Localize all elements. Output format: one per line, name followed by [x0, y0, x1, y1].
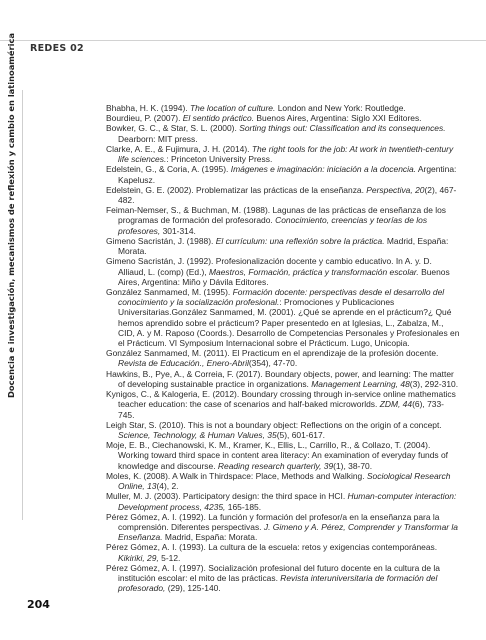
side-divider [22, 90, 23, 520]
reference-entry [106, 185, 460, 205]
reference-details: : Promociones y Publicaciones Universitarias.González Sanmamed, M. (2001). ¿Qué se aprende en el prácticum?¿ Qué hemos aprendido sobre el prácticum? Paper presentedo en at Iglesias, L., Zabalza, M., CID, A. y M. Raposo (Coords.). Desarrollo de Competencias Personales y Profesionales en el Prácticum. VI Symposium Internacional sobre el Prácticum. Lugo, Unicopia. [118, 297, 460, 349]
reference-entry [106, 440, 460, 471]
reference-text: Bhabha, H. K. (1994). [106, 103, 190, 113]
reference-details: (1), 38-70. [333, 460, 373, 471]
reference-entry [106, 236, 460, 256]
reference-title: Reading research quarterly, 39 [217, 460, 334, 471]
reference-details: London and New York: Routledge. [275, 103, 406, 113]
reference-text: Pérez Gómez, A. I. (1993). La cultura de la escuela: retos y exigencias contemporáneas. [106, 542, 438, 553]
vertical-section-title: Docencia e investigación, mecanismos de reflexión y cambio en latinoamérica [6, 32, 16, 398]
reference-entry [106, 491, 460, 511]
reference-text: Hawkins, B., Pye, A., & Correia, F. (2017). Boundary objects, power, and learning: The matter of developing sustainable practice in organizations. [106, 368, 454, 389]
reference-text: Edelstein, G. E. (2002). Problematizar las prácticas de la enseñanza. [106, 184, 367, 195]
reference-text: Moles, K. (2008). A Walk in Thirdspace: Place, Methods and Walking. [106, 470, 367, 481]
reference-entry [106, 471, 460, 491]
reference-title: Management Learning, 48 [311, 378, 410, 389]
reference-text: González Sanmamed, M. (1995). [106, 286, 233, 297]
reference-details: (5), 601-617. [276, 430, 325, 440]
reference-details: (4), 2. [156, 481, 179, 492]
reference-text: Feiman-Nemser, S., & Buchman, M. (1988). Lagunas de las prácticas de enseñanza de los programas de formación del profesorado. [106, 205, 447, 226]
reference-title: Sociological Research Online, 13 [118, 470, 451, 492]
reference-details: 301-314. [160, 225, 196, 236]
reference-entry [106, 542, 460, 562]
reference-title: Human-computer interaction: Development process, 4235, [118, 491, 457, 512]
reference-text: Gimeno Sacristán, J. (1988). [106, 235, 216, 246]
page-header [0, 40, 486, 69]
reference-entry [106, 256, 460, 287]
reference-text: Pérez Gómez, A. I. (1992). La función y formación del profesor/a en la enseñanza para la comprensión. Diferentes perspectivas. [106, 511, 440, 532]
reference-entry [106, 205, 460, 236]
reference-title: Perspectiva, 20 [366, 184, 425, 195]
reference-text: Bourdieu, P. (2007). [106, 113, 183, 124]
reference-title: The right tools for the job: At work in twentieth-century life sciences. [118, 143, 454, 165]
reference-entry [106, 512, 460, 543]
reference-title: Formación docente: perspectivas desde el desarrollo del conocimiento y la socialización profesional. [118, 286, 445, 308]
reference-title: Science, Technology, & Human Values, 35 [118, 430, 277, 440]
reference-text: Moje, E. B., Ciechanowski, K. M., Kramer, K., Ellis, L., Carrillo, R., & Collazo, T. (2004). Working toward third space in content area literacy: An examination of everyday funds of knowledge and discourse. [106, 440, 449, 471]
reference-details: Madrid, España: Morata. [162, 532, 258, 543]
reference-text: Clarke, A. E., & Fujimura, J. H. (2014). [106, 143, 252, 154]
reference-text: Gimeno Sacristán, J. (1992). Profesionalización docente y cambio educativo. In A. y. D. Alliaud, L. (comp) (Ed.), [106, 256, 432, 277]
reference-text: Kynigos, C., & Kalogeria, E. (2012). Boundary crossing through in-service online mathematics teacher education: the case of scenarios and half-baked microworlds. [106, 389, 456, 410]
reference-details: (29), 125-140. [165, 583, 221, 594]
reference-details: Dearborn: MIT press. [118, 133, 198, 144]
reference-details: Madrid, España: Morata. [118, 235, 449, 257]
reference-entry [106, 369, 460, 389]
reference-entry [106, 113, 460, 123]
reference-title: El sentido práctico. [182, 113, 255, 124]
reference-details: (2), 467-482. [118, 184, 457, 205]
reference-entry [106, 144, 460, 164]
reference-text: Muller, M. J. (2003). Participatory design: the third space in HCI. [106, 491, 348, 502]
reference-entry [106, 389, 460, 420]
reference-title: The location of culture. [189, 103, 276, 113]
reference-details: (354), 47-70. [248, 358, 298, 369]
reference-details: (3), 292-310. [409, 378, 459, 389]
reference-list [106, 103, 460, 594]
reference-text: Pérez Gómez, A. I. (1997). Socialización profesional del futuro docente en la cultura de la institución escolar: el mito de las prácticas. [106, 562, 440, 584]
reference-text: Bowker, G. C., & Star, S. L. (2000). [106, 123, 240, 134]
reference-details: Buenos Aires, Argentina: Siglo XXI Editores. [254, 113, 422, 124]
reference-text: Edelstein, G., & Coria, A. (1995). [106, 164, 231, 175]
reference-entry [106, 348, 460, 368]
reference-entry [106, 420, 460, 440]
reference-title: Maestros, Formación, práctica y transformación escolar. [208, 266, 419, 277]
reference-title: Imágenes e imaginación: iniciación a la docencia. [230, 164, 417, 175]
reference-title: Revista interuniversitaria de formación del profesorado, [118, 573, 438, 594]
reference-entry [106, 287, 460, 348]
reference-title: Kikiriki, 29, [118, 552, 159, 563]
reference-details: Argentina: Kapelusz. [118, 164, 457, 185]
reference-text: González Sanmamed, M. (2011). El Practicum en el aprendizaje de la profesión docente. [106, 348, 439, 359]
reference-text: Leigh Star, S. (2010). This is not a boundary object: Reflections on the origin of a concept. [106, 419, 442, 430]
reference-title: Revista de Educación., Enero-Abril [118, 358, 249, 369]
reference-title: ZDM, 44 [379, 399, 413, 410]
reference-entry [106, 164, 460, 184]
reference-details: : Princeton University Press. [166, 154, 273, 165]
reference-entry [106, 103, 460, 113]
reference-details: (6), 733-745. [118, 399, 444, 420]
reference-title: El currículum: una reflexión sobre la práctica. [215, 235, 385, 246]
running-head: REDES 02 [30, 43, 84, 54]
reference-details: Buenos Aires, Argentina: Miño y Dávila Editores. [118, 266, 450, 287]
page-number: 204 [27, 598, 50, 611]
reference-title: Sorting things out: Classification and its consequences. [239, 123, 446, 134]
reference-entry [106, 563, 460, 594]
reference-title: Conocimiento, creencias y teorías de los profesores, [118, 215, 428, 236]
reference-title: J. Gimeno y A. Pérez, Comprender y Transformar la Enseñanza. [118, 521, 458, 543]
reference-entry [106, 123, 460, 143]
reference-details: 5-12. [158, 552, 181, 563]
reference-details: 165-185. [225, 501, 262, 512]
